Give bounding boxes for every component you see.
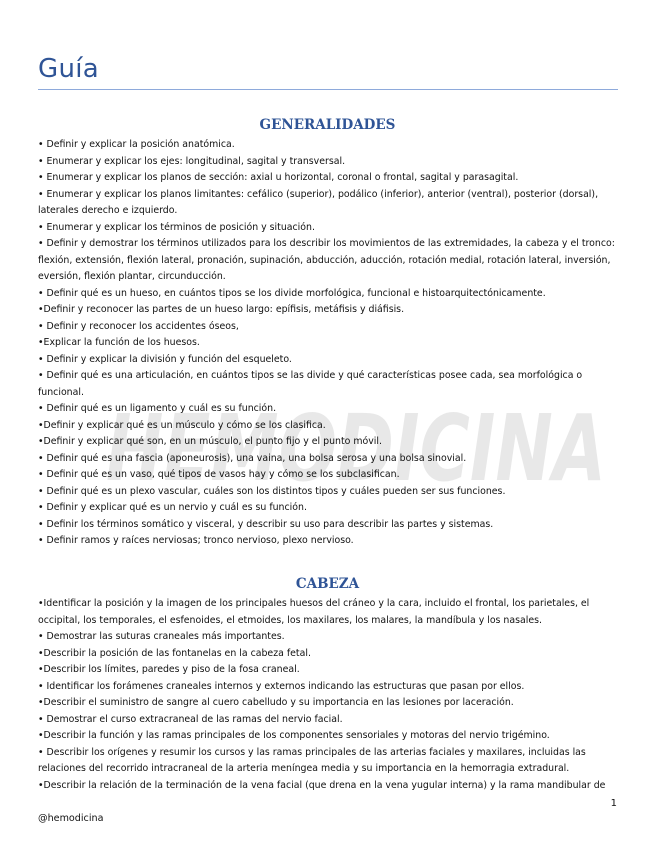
list-item: • Definir y explicar la división y función del esqueleto.	[38, 353, 292, 365]
generalidades-list	[38, 137, 622, 550]
list-item: • Identificar los forámenes craneales internos y externos indicando las estructuras que pasan por ellos.	[38, 680, 525, 692]
list-item: • Definir y explicar qué es un nervio y cuál es su función.	[38, 502, 307, 513]
list-item: •Definir y explicar qué es un músculo y cómo se los clasifica.	[38, 419, 326, 431]
list-item: • Definir qué es un plexo vascular, cuáles son los distintos tipos y cuáles pueden ser sus funciones.	[38, 485, 506, 497]
title-underline	[38, 89, 618, 90]
list-item: • Definir qué es un hueso, en cuántos tipos se los divide morfológica, funcional e histoarquitectónicamente.	[38, 287, 546, 299]
list-item: • Definir qué es un vaso, qué tipos de vasos hay y cómo se los subclasifican.	[38, 469, 400, 480]
list-item: •Describir la relación de la terminación de la vena facial (que drena en la vena yugular interna) y la rama mandibular de	[38, 779, 606, 791]
section-heading-cabeza: CABEZA	[295, 576, 360, 592]
list-item: •Describir el suministro de sangre al cuero cabelludo y su importancia en las lesiones por laceración.	[38, 697, 514, 708]
list-item: • Definir y demostrar los términos utilizados para los describir los movimientos de las extremidades, la cabeza y el tronco: flexión, extensión, flexión lateral, pronación, supinación, abducción, aducción, rotación medial, rotación lateral, inversión, eversión, flexión plantar, circunducción.	[38, 238, 615, 282]
page-number: 1	[610, 798, 617, 809]
list-item: •Describir la posición de las fontanelas en la cabeza fetal.	[38, 647, 311, 659]
list-item: • Describir los orígenes y resumir los cursos y las ramas principales de las arterias faciales y maxilares, incluidas las relaciones del recorrido intracraneal de la arteria meníngea media y su importancia en la hemorragia extradural.	[38, 746, 586, 774]
list-item: • Definir ramos y raíces nerviosas; tronco nervioso, plexo nervioso.	[38, 535, 354, 546]
list-item: • Enumerar y explicar los planos de sección: axial u horizontal, coronal o frontal, sagital y parasagital.	[38, 172, 519, 183]
footer-handle: @hemodicina	[38, 813, 104, 824]
list-item: • Demostrar el curso extracraneal de las ramas del nervio facial.	[38, 713, 343, 725]
list-item: •Describir la función y las ramas principales de los componentes sensoriales y motoras del nervio trigémino.	[38, 730, 550, 741]
watermark-text: HEMODICINA	[106, 395, 606, 502]
list-item: • Demostrar las suturas craneales más importantes.	[38, 631, 285, 642]
list-item: • Definir y reconocer los accidentes óseos,	[38, 320, 239, 332]
list-item: • Definir y explicar la posición anatómica.	[38, 139, 235, 150]
list-item: • Definir qué es una articulación, en cuántos tipos se las divide y qué características posee cada, sea morfológica o funcional.	[38, 370, 583, 398]
section-heading-generalidades: GENERALIDADES	[259, 117, 396, 133]
list-item: •Definir y explicar qué son, en un músculo, el punto fijo y el punto móvil.	[38, 436, 382, 447]
list-item: •Explicar la función de los huesos.	[38, 337, 200, 348]
cabeza-list	[38, 596, 622, 794]
list-item: • Enumerar y explicar los planos limitantes: cefálico (superior), podálico (inferior), anterior (ventral), posterior (dorsal), laterales derecho e izquierdo.	[38, 188, 599, 216]
document-title: Guía	[38, 54, 99, 84]
list-item: •Definir y reconocer las partes de un hueso largo: epífisis, metáfisis y diáfisis.	[38, 304, 405, 315]
list-item: • Definir qué es un ligamento y cuál es su función.	[38, 403, 277, 414]
list-item: • Enumerar y explicar los ejes: longitudinal, sagital y transversal.	[38, 155, 346, 167]
list-item: • Enumerar y explicar los términos de posición y situación.	[38, 221, 315, 233]
list-item: •Describir los límites, paredes y piso de la fosa craneal.	[38, 664, 300, 675]
list-item: • Definir los términos somático y visceral, y describir su uso para describir las partes y sistemas.	[38, 518, 494, 530]
list-item: • Definir qué es una fascia (aponeurosis), una vaina, una bolsa serosa y una bolsa sinovial.	[38, 452, 467, 464]
list-item: •Identificar la posición y la imagen de los principales huesos del cráneo y la cara, incluido el frontal, los parietales, el occipital, los temporales, el esfenoides, el etmoides, los maxilares, los malares, la mandíbula y los nasales.	[38, 598, 590, 626]
